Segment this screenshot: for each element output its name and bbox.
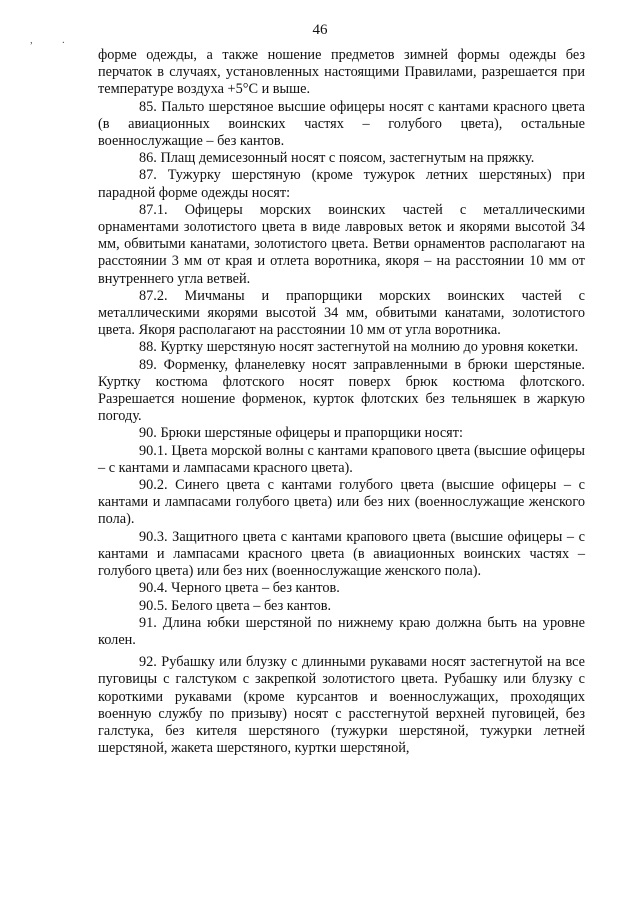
document-body <box>98 47 585 757</box>
paragraph-87: 87. Тужурку шерстяную (кроме тужурок летних шерстяных) при парадной форме одежды носят: <box>98 167 585 201</box>
paragraph-88: 88. Куртку шерстяную носят застегнутой на молнию до уровня кокетки. <box>139 339 579 356</box>
paragraph-86: 86. Плащ демисезонный носят с поясом, застегнутым на пряжку. <box>139 150 535 167</box>
page-number: 46 <box>312 22 328 38</box>
paragraph: форме одежды, а также ношение предметов зимней формы одежды без перчаток в случаях, установленных настоящими Правилами, разрешается при температуре воздуха +5°C и выше. <box>98 47 585 98</box>
paragraph-90: 90. Брюки шерстяные офицеры и прапорщики носят: <box>139 425 463 442</box>
paragraph-90-4: 90.4. Черного цвета – без кантов. <box>139 580 340 597</box>
paragraph-90-5: 90.5. Белого цвета – без кантов. <box>139 597 332 614</box>
margin-mark: , <box>30 34 33 46</box>
paragraph-90-3: 90.3. Защитного цвета с кантами крапового цвета (высшие офицеры – с кантами и лампасами красного цвета (в авиационных воинских частях – голубого цвета) или без них (военнослужащие женского пола). <box>98 528 585 580</box>
paragraph-87-2: 87.2. Мичманы и прапорщики морских воинских частей с металлическими якорями высотой 34 мм, обвитыми канатами, золотистого цвета. Якоря располагают на расстоянии 10 мм от угла воротника. <box>98 287 585 339</box>
paragraph-89: 89. Форменку, фланелевку носят заправленными в брюки шерстяные. Куртку костюма флотского носят поверх брюк костюма флотского. Разрешается ношение форменок, курток флотских без тельняшек в жаркую погоду. <box>98 356 585 425</box>
paragraph-85: 85. Пальто шерстяное высшие офицеры носят с кантами красного цвета (в авиационных воинских частях – голубого цвета), остальные военнослужащие – без кантов. <box>98 98 585 150</box>
paragraph-87-1: 87.1. Офицеры морских воинских частей с металлическими орнаментами золотистого цвета в виде лавровых веток и якорями высотой 34 мм, обвитыми канатами, золотистого цвета. Ветви орнаментов располагают на расстоянии 3 мм от края и отлета воротника, якоря – на расстоянии 10 мм от внутреннего угла ветвей. <box>98 201 585 287</box>
margin-mark: . <box>62 34 65 46</box>
paragraph-90-1: 90.1. Цвета морской волны с кантами крапового цвета (высшие офицеры – с кантами и лампасами красного цвета). <box>98 442 585 476</box>
paragraph-92: 92. Рубашку или блузку с длинными рукавами носят застегнутой на все пуговицы с галстуком с закрепкой золотистого цвета. Рубашку или блузку с короткими рукавами (кроме курсантов и военнослужащих, проходящих военную службу по призыву) носят с расстегнутой верхней пуговицей, без галстука, без кителя шерстяного (тужурки шерстяной, тужурки летней шерстяной, жакета шерстяного, куртки шерстяной, <box>98 654 585 757</box>
paragraph-91: 91. Длина юбки шерстяной по нижнему краю должна быть на уровне колен. <box>98 614 585 648</box>
paragraph-90-2: 90.2. Синего цвета с кантами голубого цвета (высшие офицеры – с кантами и лампасами голубого цвета) или без них (военнослужащие женского пола). <box>98 477 585 528</box>
